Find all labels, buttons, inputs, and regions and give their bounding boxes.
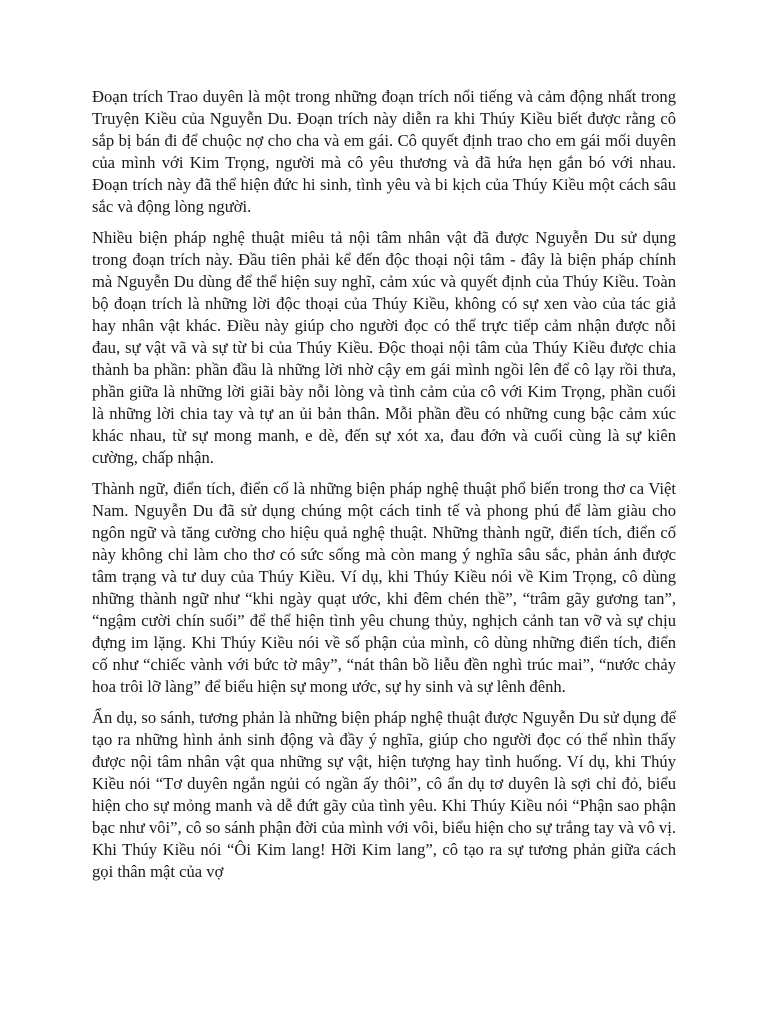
document-page: [92, 86, 676, 893]
paragraph-metaphor-contrast: Ẩn dụ, so sánh, tương phản là những biện pháp nghệ thuật được Nguyễn Du sử dụng để tạo ra những hình ảnh sinh động và đầy ý nghĩa, giúp cho người đọc có thể nhìn thấy được nội tâm nhân vật qua những sự vật, hiện tượng hay tình huống. Ví dụ, khi Thúy Kiều nói “Tơ duyên ngắn ngủi có ngần ấy thôi”, cô ẩn dụ tơ duyên là sợi chỉ đỏ, biểu hiện cho sự mỏng manh và dễ đứt gãy của tình yêu. Khi Thúy Kiều nói “Phận sao phận bạc như vôi”, cô so sánh phận đời của mình với vôi, biểu hiện cho sự trắng tay và vô vị. Khi Thúy Kiều nói “Ôi Kim lang! Hỡi Kim lang”, cô tạo ra sự tương phản giữa cách gọi thân mật của vợ: [92, 708, 676, 881]
paragraph-inner-monologue: Nhiều biện pháp nghệ thuật miêu tả nội tâm nhân vật đã được Nguyễn Du sử dụng trong đoạn trích này. Đầu tiên phải kể đến độc thoại nội tâm - đây là biện pháp chính mà Nguyễn Du dùng để thể hiện suy nghĩ, cảm xúc và quyết định của Thúy Kiều. Toàn bộ đoạn trích là những lời độc thoại của Thúy Kiều, không có sự xen vào của tác giả hay nhân vật khác. Điều này giúp cho người đọc có thể trực tiếp cảm nhận được nỗi đau, sự vật vã và sự từ bi của Thúy Kiều. Độc thoại nội tâm của Thúy Kiều được chia thành ba phần: phần đầu là những lời nhờ cậy em gái mình ngồi lên để cô lạy rồi thưa, phần giữa là những lời giãi bày nỗi lòng và tình cảm của cô với Kim Trọng, phần cuối là những lời chia tay và tự an ủi bản thân. Mỗi phần đều có những cung bậc cảm xúc khác nhau, từ sự mong manh, e dè, đến sự xót xa, đau đớn và cuối cùng là sự kiên cường, chấp nhận.: [92, 228, 676, 467]
paragraph-idioms-allusions: Thành ngữ, điển tích, điển cố là những biện pháp nghệ thuật phổ biến trong thơ ca Việt Nam. Nguyễn Du đã sử dụng chúng một cách tinh tế và phong phú để làm giàu cho ngôn ngữ và tăng cường cho hiệu quả nghệ thuật. Những thành ngữ, điển tích, điển cố này không chỉ làm cho thơ có sức sống mà còn mang ý nghĩa sâu sắc, phản ánh được tâm trạng và tư duy của Thúy Kiều. Ví dụ, khi Thúy Kiều nói về Kim Trọng, cô dùng những thành ngữ như “khi ngày quạt ước, khi đêm chén thề”, “trâm gãy gương tan”, “ngậm cười chín suối” để thể hiện tình yêu chung thủy, nghịch cảnh tan vỡ và sự chịu đựng im lặng. Khi Thúy Kiều nói về số phận của mình, cô dùng những điển tích, điển cố như “chiếc vành với bức tờ mây”, “nát thân bồ liễu đền nghì trúc mai”, “nước chảy hoa trôi lỡ làng” để biểu hiện sự mong ước, sự hy sinh và sự lênh đênh.: [92, 479, 676, 696]
paragraph-intro: Đoạn trích Trao duyên là một trong những đoạn trích nổi tiếng và cảm động nhất trong Truyện Kiều của Nguyễn Du. Đoạn trích này diễn ra khi Thúy Kiều biết được rằng cô sắp bị bán đi để chuộc nợ cho cha và em gái. Cô quyết định trao cho em gái mối duyên của mình với Kim Trọng, người mà cô yêu thương và đã hứa hẹn gắn bó với nhau. Đoạn trích này đã thể hiện đức hi sinh, tình yêu và bi kịch của Thúy Kiều một cách sâu sắc và động lòng người.: [92, 87, 676, 216]
